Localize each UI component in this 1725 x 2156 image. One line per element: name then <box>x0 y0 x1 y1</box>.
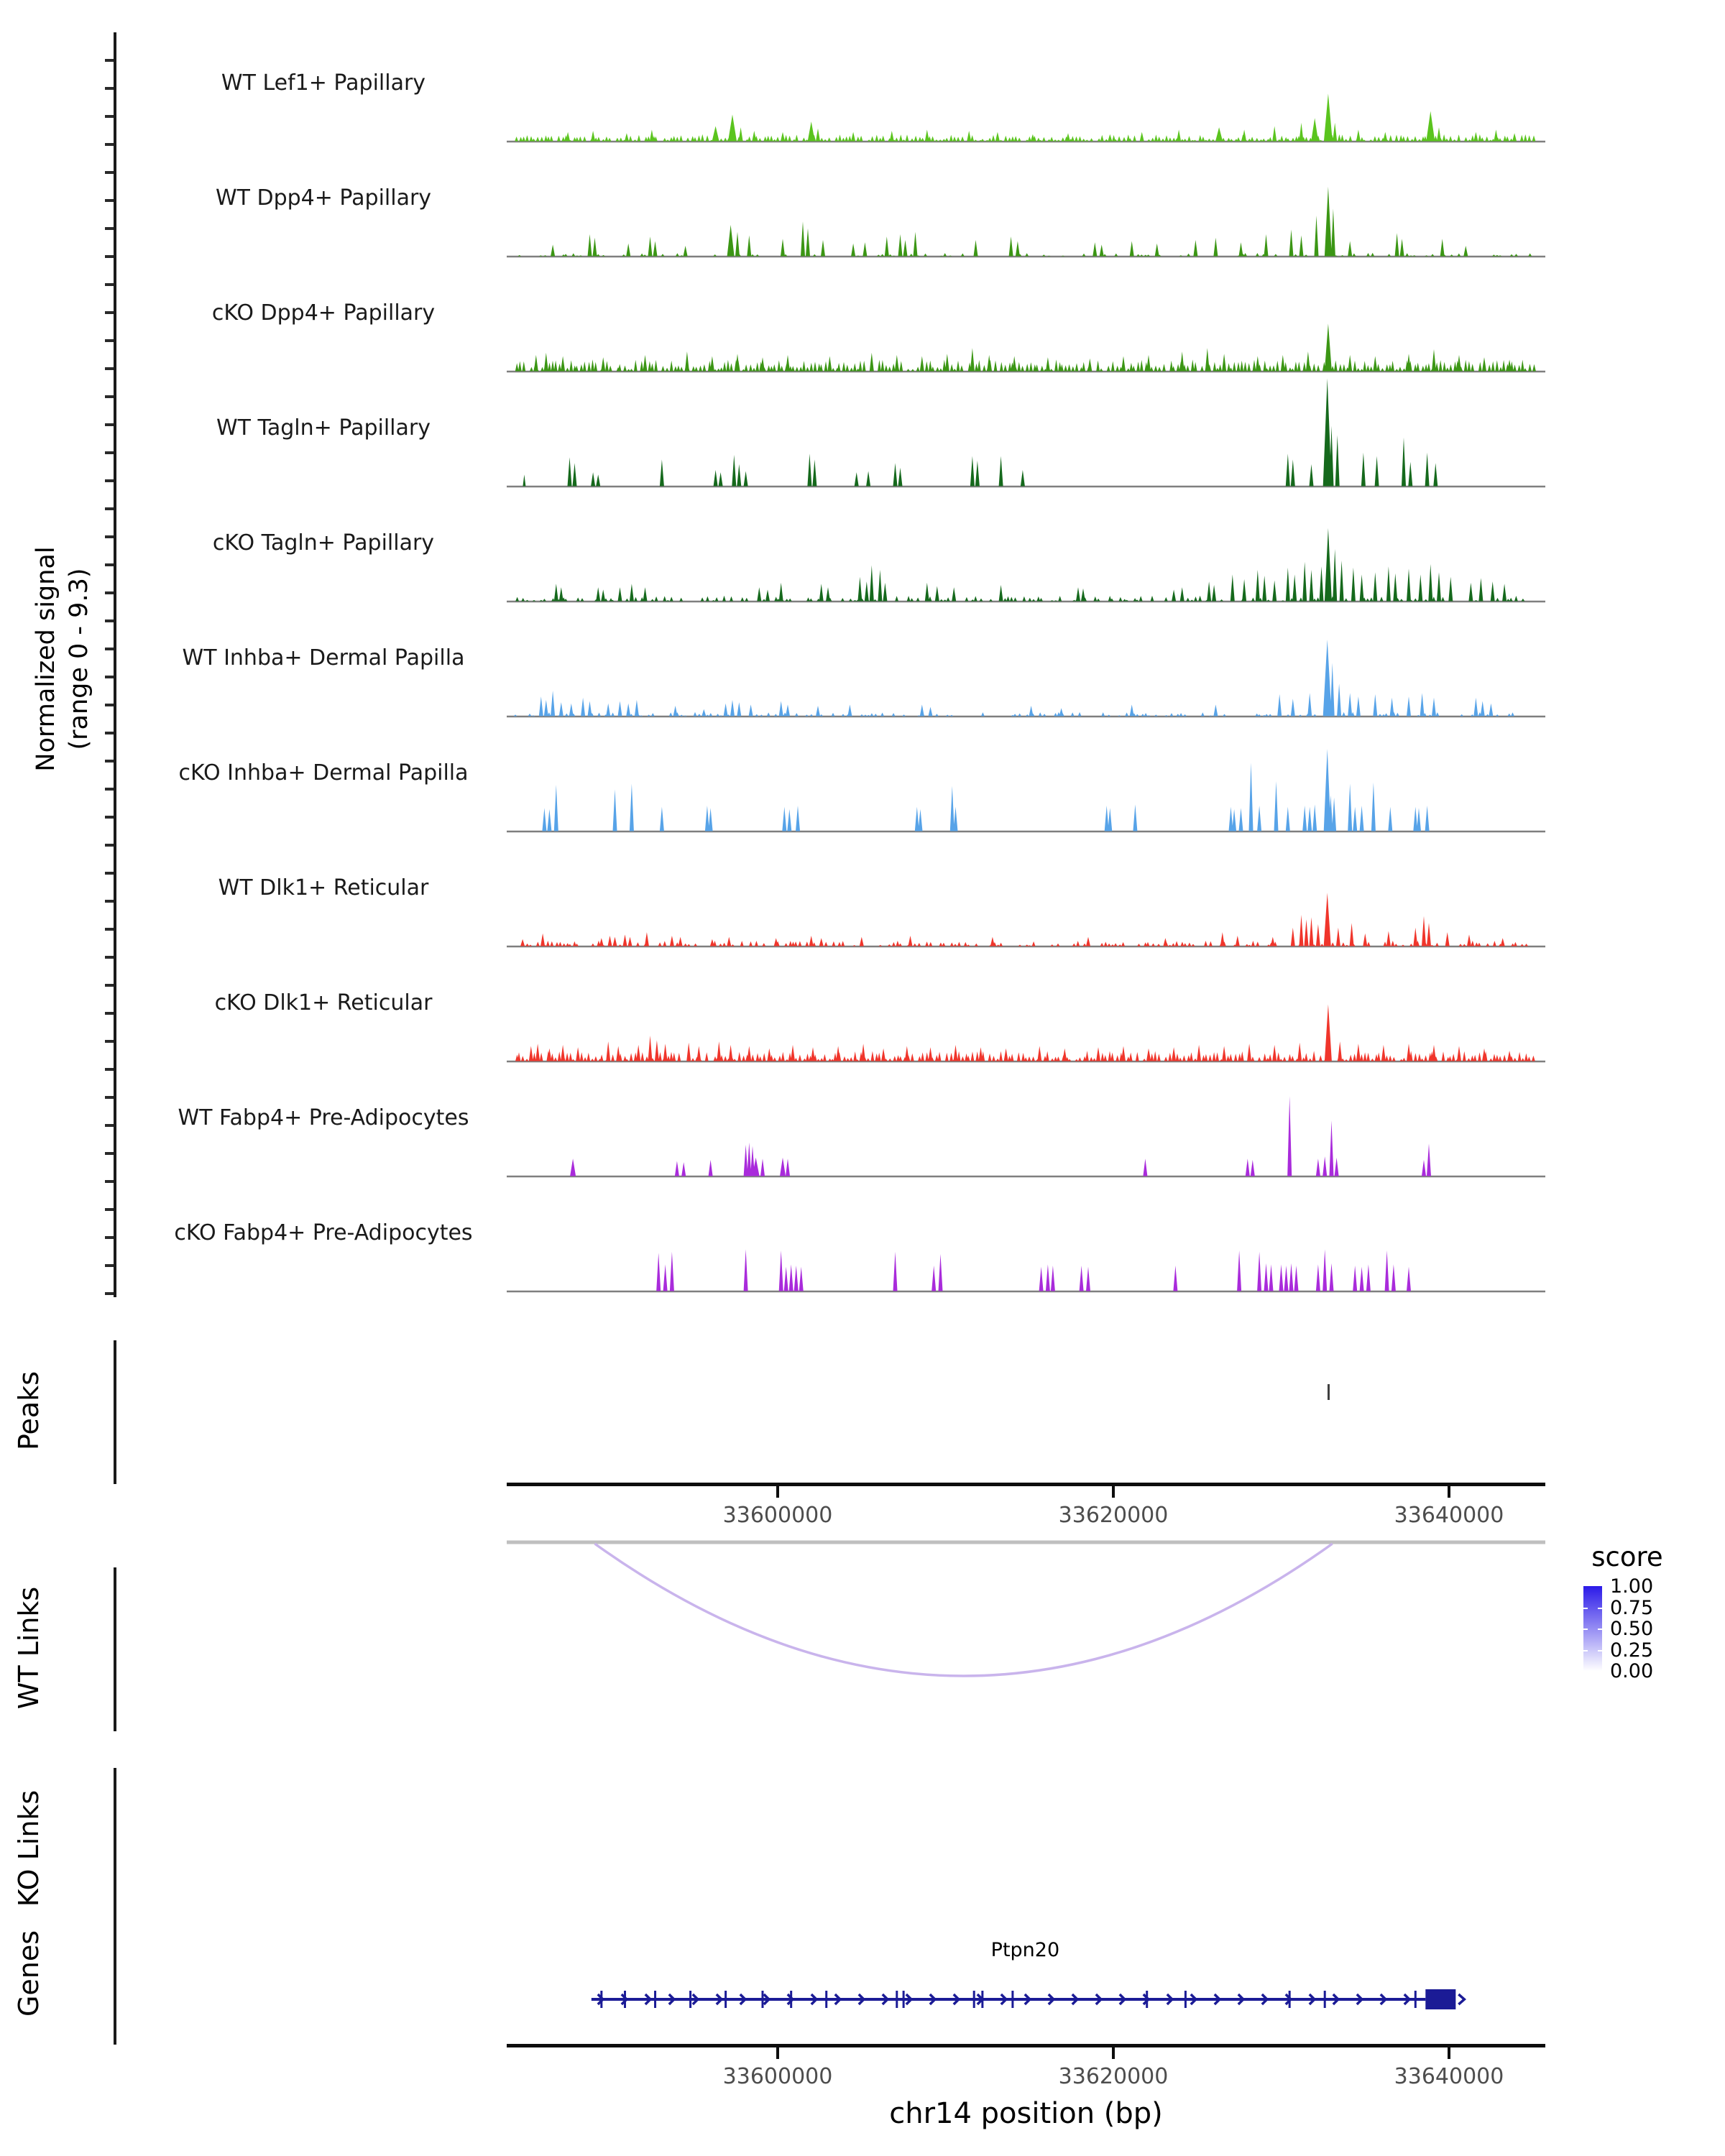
track-signal <box>507 722 1545 834</box>
y-axis-tick <box>105 1068 114 1071</box>
y-axis-tick <box>105 563 114 566</box>
track-label: cKO Dlk1+ Reticular <box>214 990 433 1015</box>
score-legend-title: score <box>1591 1542 1663 1572</box>
track-label: cKO Dpp4+ Papillary <box>211 300 436 326</box>
y-axis-tick <box>105 395 114 398</box>
y-axis-title-line1: Normalized signal <box>32 546 60 772</box>
y-axis-tick <box>105 1096 114 1099</box>
y-axis-tick <box>105 1180 114 1183</box>
y-axis-tick <box>105 339 114 342</box>
y-axis-tick <box>105 143 114 146</box>
y-axis-tick <box>105 479 114 482</box>
y-axis-tick <box>105 367 114 370</box>
track-label: cKO Inhba+ Dermal Papilla <box>178 760 469 786</box>
peak-interval-mark <box>1328 1384 1330 1400</box>
y-axis-tick <box>105 59 114 62</box>
y-axis-tick <box>105 1292 114 1295</box>
y-axis-tick <box>105 816 114 819</box>
track-label: WT Tagln+ Papillary <box>216 415 431 441</box>
x-axis-tick-label: 33620000 <box>1058 2064 1169 2089</box>
x-axis-tick <box>1448 1486 1450 1498</box>
peaks-bracket <box>114 1340 116 1484</box>
score-legend-notch <box>1583 1650 1588 1651</box>
y-axis-tick <box>105 872 114 875</box>
score-legend-notch <box>1598 1650 1602 1651</box>
y-axis-tick <box>105 1208 114 1211</box>
y-axis-tick <box>105 255 114 258</box>
genes-bracket <box>114 1903 116 2045</box>
y-axis-tick <box>105 451 114 454</box>
x-axis-title: chr14 position (bp) <box>889 2097 1163 2130</box>
track-label: WT Lef1+ Papillary <box>221 70 426 96</box>
track-label: cKO Tagln+ Papillary <box>212 530 435 556</box>
track-signal <box>507 377 1545 489</box>
track-label: WT Dlk1+ Reticular <box>218 875 429 900</box>
wt-links-bracket <box>114 1567 116 1731</box>
track-label: WT Dpp4+ Papillary <box>215 185 432 211</box>
y-axis-tick <box>105 171 114 174</box>
wt-links-plot <box>507 1538 1545 1754</box>
x-axis-tick <box>1112 2047 1115 2059</box>
y-axis-tick <box>105 115 114 118</box>
x-axis-tick-label: 33600000 <box>722 2064 833 2089</box>
ko-links-section-label: KO Links <box>13 1789 45 1907</box>
peaks-section-label: Peaks <box>13 1370 45 1451</box>
score-legend-notch <box>1598 1628 1602 1630</box>
x-axis-tick <box>1112 1486 1115 1498</box>
track-label: WT Fabp4+ Pre-Adipocytes <box>178 1105 469 1130</box>
y-axis-tick <box>105 507 114 510</box>
track-label: WT Inhba+ Dermal Papilla <box>182 645 465 671</box>
track-signal <box>507 607 1545 719</box>
y-axis-tick <box>105 788 114 791</box>
track-signal <box>507 32 1545 144</box>
track-signal <box>507 147 1545 259</box>
score-legend-label-100: 1.00 <box>1610 1575 1654 1598</box>
y-axis-tick <box>105 676 114 678</box>
track-signal <box>507 837 1545 949</box>
x-axis-tick <box>776 1486 779 1498</box>
x-axis-tick-label: 33640000 <box>1394 2064 1504 2089</box>
track-signal <box>507 262 1545 374</box>
y-axis-tick <box>105 283 114 286</box>
track-signal <box>507 1181 1545 1294</box>
score-legend-label-025: 0.25 <box>1610 1639 1654 1662</box>
track-signal <box>507 1067 1545 1179</box>
gene-name-label: Ptpn20 <box>990 1939 1060 1961</box>
score-legend-notch <box>1583 1628 1588 1630</box>
gene-track <box>507 1912 1545 2041</box>
y-axis-tick <box>105 732 114 734</box>
y-axis-tick <box>105 619 114 622</box>
y-axis-tick <box>105 591 114 594</box>
score-legend-notch <box>1598 1608 1602 1609</box>
y-axis-tick <box>105 928 114 931</box>
x-axis-tick-label: 33600000 <box>722 1503 833 1528</box>
y-axis-tick <box>105 704 114 706</box>
x-axis-tick-label: 33640000 <box>1394 1503 1504 1528</box>
y-axis-tick <box>105 1152 114 1155</box>
y-axis-title-line2: (range 0 - 9.3) <box>65 568 93 750</box>
track-signal <box>507 952 1545 1064</box>
y-axis-tick <box>105 227 114 230</box>
wt-links-section-label: WT Links <box>13 1586 45 1710</box>
score-legend-notch <box>1583 1608 1588 1609</box>
x-axis-line <box>507 2044 1545 2047</box>
score-legend-gradient-bar <box>1583 1586 1602 1671</box>
track-signal <box>507 492 1545 604</box>
genes-section-label: Genes <box>13 1930 45 2017</box>
y-axis-tick <box>105 956 114 959</box>
x-axis-line <box>507 1483 1545 1486</box>
y-axis-tick <box>105 844 114 847</box>
x-axis-tick <box>776 2047 779 2059</box>
y-axis-tick <box>105 984 114 987</box>
score-legend-label-050: 0.50 <box>1610 1618 1654 1640</box>
y-axis-tick <box>105 1040 114 1043</box>
y-axis-tick <box>105 1264 114 1267</box>
x-axis-tick-label: 33620000 <box>1058 1503 1169 1528</box>
track-label: cKO Fabp4+ Pre-Adipocytes <box>174 1220 473 1245</box>
score-legend-label-000: 0.00 <box>1610 1660 1654 1682</box>
score-legend-label-075: 0.75 <box>1610 1597 1654 1619</box>
x-axis-tick <box>1448 2047 1450 2059</box>
